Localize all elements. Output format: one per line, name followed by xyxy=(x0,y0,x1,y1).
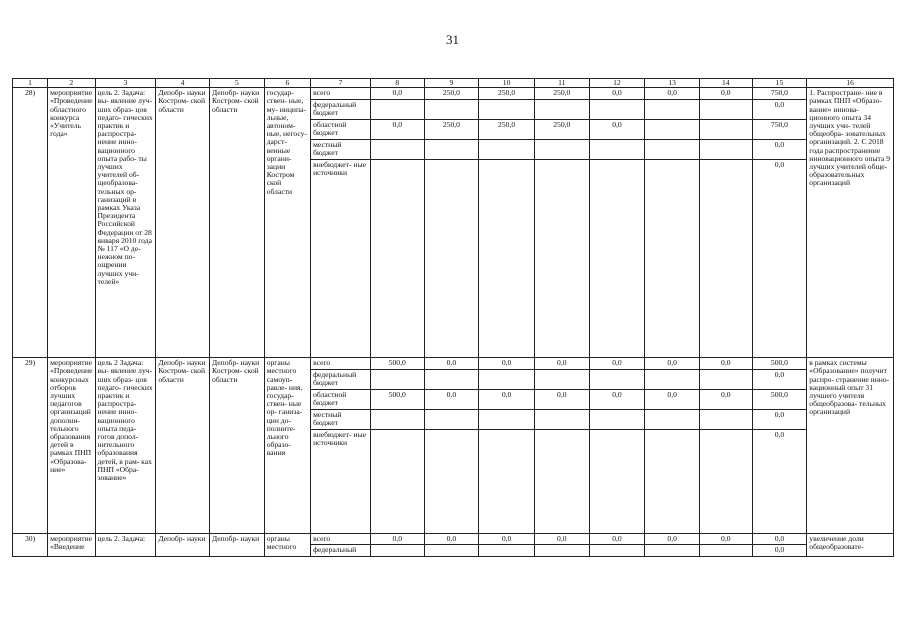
funding-source: областной бюджет xyxy=(311,120,371,140)
goal-task: цель 2. Задача: xyxy=(95,534,156,556)
value-cell xyxy=(424,545,479,556)
column-header: 2 xyxy=(48,79,95,88)
value-cell xyxy=(370,160,424,358)
value-cell: 0,0 xyxy=(645,534,700,545)
participants: органы местного самоуп- равле- ния, государ- ствен- ные ор- ганиза- ции до- полните- льного образо- вания xyxy=(264,358,310,534)
total-cell: 0,0 xyxy=(752,100,807,120)
participants: государ- ствен- ные, му- ниципа- льные, автоном- ные, негосу- дарст- венные органи- зации Костром ской области xyxy=(264,88,310,358)
value-cell: 0,0 xyxy=(424,534,479,545)
value-cell: 250,0 xyxy=(534,120,589,140)
value-cell: 0,0 xyxy=(700,358,753,370)
program-activities-table xyxy=(12,78,894,557)
column-number-header-row xyxy=(13,79,894,88)
column-header: 4 xyxy=(156,79,210,88)
funding-source: внебюджет- ные источники xyxy=(311,430,371,534)
value-cell xyxy=(645,370,700,390)
column-header: 6 xyxy=(264,79,310,88)
value-cell xyxy=(424,410,479,430)
value-cell xyxy=(589,160,645,358)
value-cell xyxy=(479,140,535,160)
value-cell: 250,0 xyxy=(479,88,535,100)
table-row xyxy=(13,534,894,545)
total-cell: 0,0 xyxy=(752,160,807,358)
value-cell xyxy=(479,410,535,430)
value-cell xyxy=(370,545,424,556)
value-cell xyxy=(424,160,479,358)
funding-source: внебюджет- ные источники xyxy=(311,160,371,358)
value-cell xyxy=(645,140,700,160)
value-cell xyxy=(589,140,645,160)
value-cell xyxy=(589,100,645,120)
total-cell: 0,0 xyxy=(752,410,807,430)
value-cell: 0,0 xyxy=(700,390,753,410)
value-cell: 0,0 xyxy=(534,358,589,370)
value-cell: 0,0 xyxy=(370,534,424,545)
value-cell: 250,0 xyxy=(424,120,479,140)
value-cell xyxy=(589,410,645,430)
value-cell: 0,0 xyxy=(645,358,700,370)
value-cell xyxy=(534,140,589,160)
value-cell: 0,0 xyxy=(424,390,479,410)
total-cell: 500,0 xyxy=(752,358,807,370)
value-cell: 0,0 xyxy=(645,88,700,100)
value-cell xyxy=(424,100,479,120)
value-cell: 0,0 xyxy=(370,120,424,140)
value-cell xyxy=(645,160,700,358)
value-cell xyxy=(700,370,753,390)
value-cell xyxy=(700,100,753,120)
column-header: 13 xyxy=(645,79,700,88)
goal-task: цель 2. Задача: вы- явление луч- ших образ- цов педаго- гических практик и распростра- нение инно- вационного опыта рабо- ты лучших учителей об- щеобразова- тельных ор- ганизаций в рамках Указа Президента Российской Федерации от 28 января 2010 года № 117 «О де- нежном по- ощрении лучших учи- телей» xyxy=(95,88,156,358)
column-header: 12 xyxy=(589,79,645,88)
activity-name: мероприятие «Проведение областного конкурса «Учитель года» xyxy=(48,88,95,358)
value-cell xyxy=(589,545,645,556)
funding-source: областной бюджет xyxy=(311,390,371,410)
value-cell xyxy=(534,545,589,556)
funding-source: всего xyxy=(311,534,371,545)
value-cell: 0,0 xyxy=(479,534,535,545)
column-header: 16 xyxy=(807,79,894,88)
total-cell: 750,0 xyxy=(752,120,807,140)
executor: Депобр- науки Костром- ской области xyxy=(210,358,265,534)
total-cell: 0,0 xyxy=(752,140,807,160)
value-cell xyxy=(424,430,479,534)
expected-result: увеличение доли общеобразовате- xyxy=(807,534,894,556)
column-header: 10 xyxy=(479,79,535,88)
funding-source: местный бюджет xyxy=(311,140,371,160)
value-cell xyxy=(479,545,535,556)
value-cell xyxy=(589,430,645,534)
executor: Депобр- науки xyxy=(210,534,265,556)
column-header: 8 xyxy=(370,79,424,88)
total-cell: 500,0 xyxy=(752,390,807,410)
value-cell: 250,0 xyxy=(534,88,589,100)
value-cell xyxy=(700,140,753,160)
value-cell: 0,0 xyxy=(700,88,753,100)
value-cell: 500,0 xyxy=(370,358,424,370)
column-header: 1 xyxy=(13,79,48,88)
value-cell xyxy=(370,370,424,390)
value-cell xyxy=(534,160,589,358)
value-cell: 250,0 xyxy=(424,88,479,100)
total-cell: 750,0 xyxy=(752,88,807,100)
column-header: 7 xyxy=(311,79,371,88)
value-cell xyxy=(645,100,700,120)
value-cell xyxy=(645,430,700,534)
value-cell xyxy=(370,410,424,430)
value-cell xyxy=(534,410,589,430)
total-cell: 0,0 xyxy=(752,430,807,534)
column-header: 9 xyxy=(424,79,479,88)
table-row xyxy=(13,358,894,370)
value-cell: 0,0 xyxy=(589,534,645,545)
value-cell: 0,0 xyxy=(424,358,479,370)
value-cell xyxy=(534,430,589,534)
value-cell xyxy=(645,410,700,430)
value-cell xyxy=(700,430,753,534)
activity-name: мероприятие «Введение xyxy=(48,534,95,556)
value-cell xyxy=(370,430,424,534)
value-cell xyxy=(424,140,479,160)
funding-source: федеральный бюджет xyxy=(311,100,371,120)
value-cell xyxy=(534,370,589,390)
activity-name: мероприятие «Проведение конкурсных отборов лучших педагогов организаций дополни- тельного образования детей в рамках ПНП «Образова- ние» xyxy=(48,358,95,534)
value-cell xyxy=(370,100,424,120)
value-cell xyxy=(479,430,535,534)
value-cell xyxy=(424,370,479,390)
value-cell xyxy=(700,160,753,358)
total-cell: 0,0 xyxy=(752,545,807,556)
column-header: 14 xyxy=(700,79,753,88)
value-cell: 0,0 xyxy=(589,88,645,100)
page-number: 31 xyxy=(446,32,459,47)
value-cell xyxy=(700,410,753,430)
value-cell: 250,0 xyxy=(479,120,535,140)
row-number: 28) xyxy=(13,88,48,358)
participants: органы местного xyxy=(264,534,310,556)
row-number: 29) xyxy=(13,358,48,534)
column-header: 3 xyxy=(95,79,156,88)
funding-source: всего xyxy=(311,88,371,100)
total-cell: 0,0 xyxy=(752,370,807,390)
value-cell: 0,0 xyxy=(589,120,645,140)
funding-source: федеральный бюджет xyxy=(311,370,371,390)
table-row xyxy=(13,88,894,100)
row-number: 30) xyxy=(13,534,48,556)
goal-task: цель 2 Задача: вы- явление луч- ших образ- цов педаго- гических практик и распростра- нение инно- вационного опыта педа- гогов допол- нительного образования детей, в рам- ках ПНП «Обра- зование» xyxy=(95,358,156,534)
value-cell xyxy=(645,120,700,140)
value-cell xyxy=(479,100,535,120)
value-cell xyxy=(645,545,700,556)
value-cell xyxy=(700,545,753,556)
value-cell xyxy=(534,100,589,120)
funding-source: местный бюджет xyxy=(311,410,371,430)
expected-result: 1. Распростране- ние в рамках ПНП «Образо- вание» иннова- ционного опыта 34 лучших учи- телей общеобра- зовательных организаций. 2. С 2018 года распространение инновационного опыта 9 лучших учителей обще- образовательных организаций xyxy=(807,88,894,358)
funding-source: федеральный xyxy=(311,545,371,556)
value-cell: 0,0 xyxy=(479,390,535,410)
value-cell: 0,0 xyxy=(645,390,700,410)
column-header: 15 xyxy=(752,79,807,88)
expected-result: в рамках системы «Образование» получит распро- странение инно- вационный опыт 31 лучшего учителя общеобразова- тельных организаций xyxy=(807,358,894,534)
value-cell: 0,0 xyxy=(534,390,589,410)
value-cell: 0,0 xyxy=(589,390,645,410)
value-cell: 500,0 xyxy=(370,390,424,410)
funding-source: всего xyxy=(311,358,371,370)
coordinator: Депобр- науки Костром- ской области xyxy=(156,88,210,358)
value-cell xyxy=(479,370,535,390)
value-cell xyxy=(589,370,645,390)
coordinator: Депобр- науки xyxy=(156,534,210,556)
value-cell: 0,0 xyxy=(589,358,645,370)
value-cell xyxy=(700,120,753,140)
value-cell: 0,0 xyxy=(479,358,535,370)
value-cell xyxy=(370,140,424,160)
value-cell xyxy=(479,160,535,358)
total-cell: 0,0 xyxy=(752,534,807,545)
column-header: 5 xyxy=(210,79,265,88)
value-cell: 0,0 xyxy=(534,534,589,545)
column-header: 11 xyxy=(534,79,589,88)
executor: Депобр- науки Костром- ской области xyxy=(210,88,265,358)
value-cell: 0,0 xyxy=(370,88,424,100)
value-cell: 0,0 xyxy=(700,534,753,545)
coordinator: Депобр- науки Костром- ской области xyxy=(156,358,210,534)
